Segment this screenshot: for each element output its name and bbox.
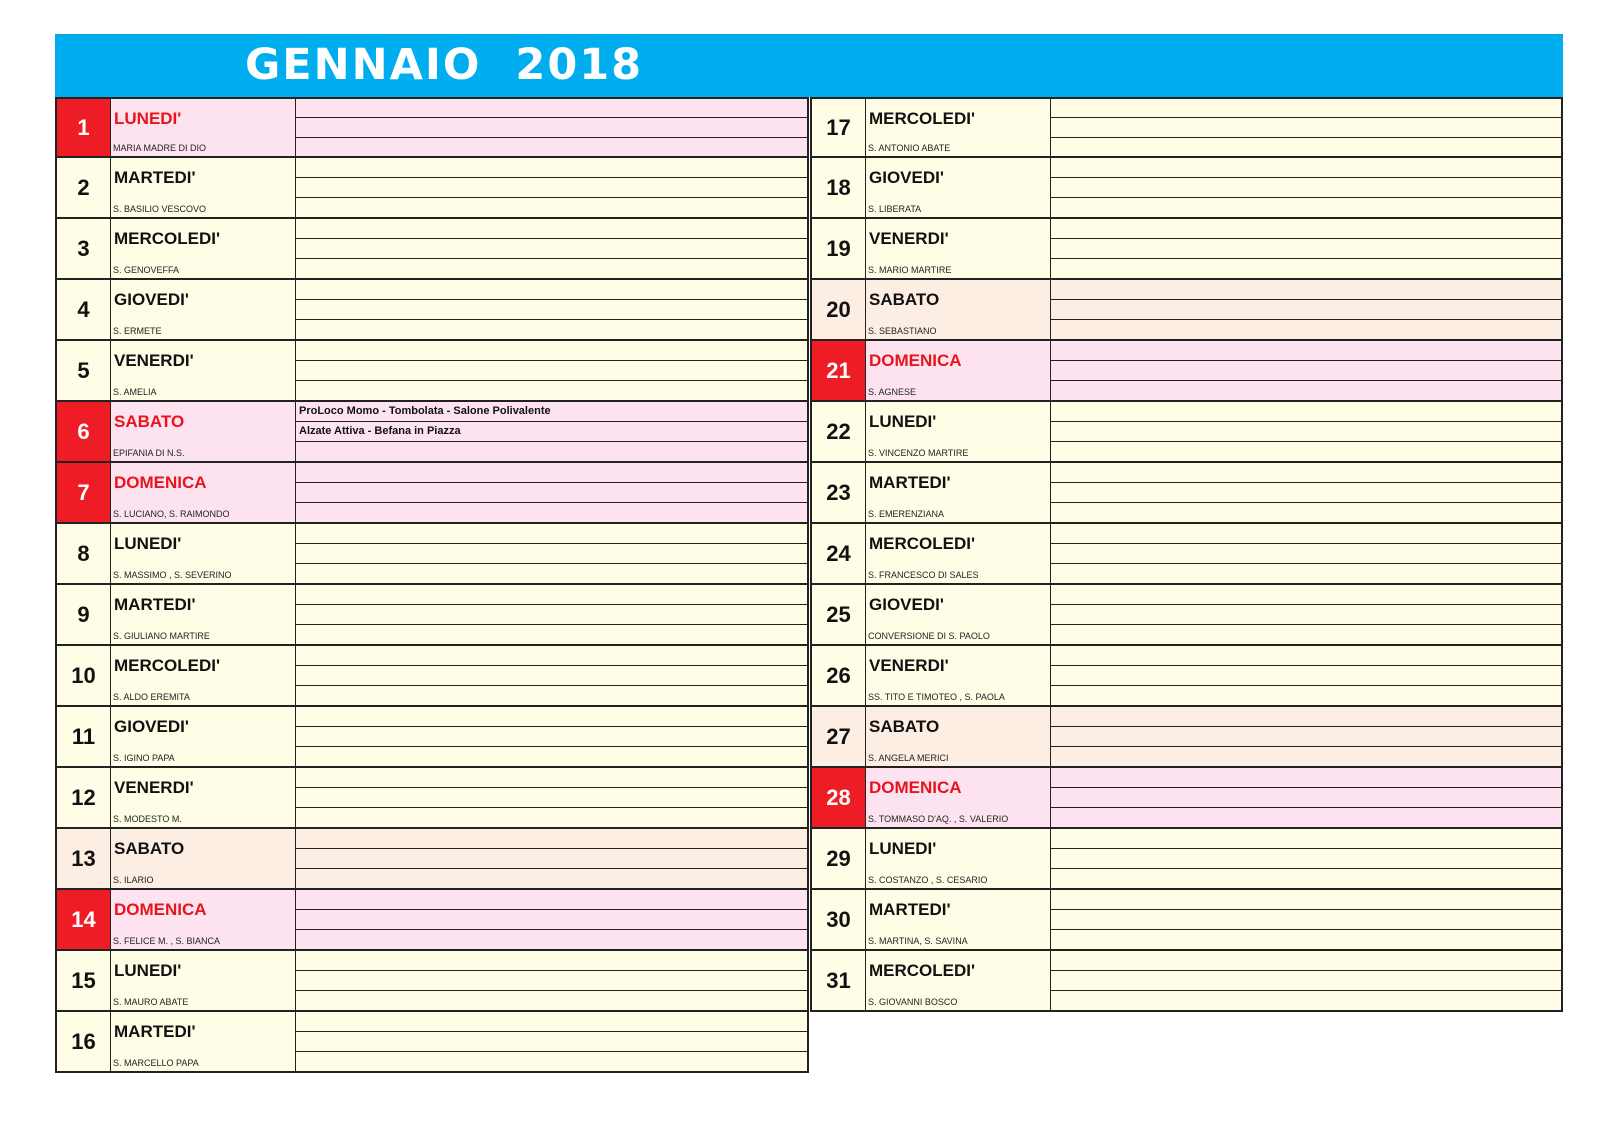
notes-area (1051, 524, 1561, 583)
notes-area (1051, 951, 1561, 1010)
saint-name: SS. TITO E TIMOTEO , S. PAOLA (868, 692, 1005, 702)
saint-name: S. ANGELA MERICI (868, 753, 949, 763)
day-number: 12 (57, 768, 111, 827)
calendar-column-left (55, 97, 809, 1073)
note-line[interactable] (296, 544, 807, 564)
note-line[interactable] (296, 930, 807, 949)
note-line[interactable] (1051, 442, 1561, 461)
note-line[interactable] (1051, 483, 1561, 503)
day-number: 17 (812, 99, 866, 156)
note-line[interactable] (296, 625, 807, 644)
day-number: 24 (812, 524, 866, 583)
notes-area (1051, 463, 1561, 522)
day-cell (111, 585, 296, 644)
note-line[interactable] (1051, 361, 1561, 381)
saint-name: S. MAURO ABATE (113, 997, 189, 1007)
day-name: MARTEDI' (114, 168, 196, 187)
saint-name: S. IGINO PAPA (113, 753, 175, 763)
day-row-23 (810, 463, 1563, 524)
day-number: 1 (57, 99, 111, 156)
day-cell (866, 829, 1051, 888)
note-line[interactable] (1051, 890, 1561, 910)
note-line[interactable] (296, 239, 807, 259)
saint-name: S. LUCIANO, S. RAIMONDO (113, 509, 230, 519)
note-line[interactable] (1051, 544, 1561, 564)
day-cell (111, 341, 296, 400)
day-cell (111, 890, 296, 949)
saint-name: S. BASILIO VESCOVO (113, 204, 207, 214)
note-line[interactable] (1051, 503, 1561, 522)
note-line[interactable] (296, 564, 807, 583)
day-row-19 (810, 219, 1563, 280)
saint-name: S. GIOVANNI BOSCO (868, 997, 958, 1007)
day-row-1 (55, 97, 809, 158)
day-cell (111, 402, 296, 461)
saint-name: S. EMERENZIANA (868, 509, 945, 519)
note-line[interactable] (296, 442, 807, 461)
day-number: 20 (812, 280, 866, 339)
note-line[interactable] (1051, 99, 1561, 118)
note-line[interactable] (1051, 605, 1561, 625)
notes-area (296, 219, 807, 278)
day-cell (111, 463, 296, 522)
day-number: 30 (812, 890, 866, 949)
note-line[interactable] (1051, 910, 1561, 930)
note-line[interactable] (296, 99, 807, 118)
day-cell (866, 768, 1051, 827)
day-name: SABATO (869, 717, 940, 736)
day-cell (866, 890, 1051, 949)
day-row-24 (810, 524, 1563, 585)
day-name: VENERDI' (114, 778, 194, 797)
note-line[interactable] (296, 524, 807, 544)
note-line[interactable] (296, 463, 807, 483)
day-row-9 (55, 585, 809, 646)
note-line[interactable] (296, 707, 807, 727)
day-name: LUNEDI' (114, 109, 182, 128)
notes-area (296, 158, 807, 217)
notes-area (1051, 402, 1561, 461)
day-row-15 (55, 951, 809, 1012)
note-line[interactable] (296, 341, 807, 361)
day-number: 23 (812, 463, 866, 522)
day-cell (111, 280, 296, 339)
day-number: 9 (57, 585, 111, 644)
note-line[interactable] (1051, 178, 1561, 198)
day-number: 29 (812, 829, 866, 888)
saint-name: S. MARTINA, S. SAVINA (868, 936, 968, 946)
day-name: SABATO (114, 412, 185, 431)
day-cell (111, 99, 296, 156)
day-name: DOMENICA (114, 900, 207, 919)
day-name: SABATO (869, 290, 940, 309)
notes-area (296, 890, 807, 949)
note-line[interactable] (296, 849, 807, 869)
day-number: 25 (812, 585, 866, 644)
day-cell (866, 463, 1051, 522)
day-row-5 (55, 341, 809, 402)
note-line[interactable] (1051, 666, 1561, 686)
day-name: DOMENICA (114, 473, 207, 492)
note-line[interactable] (296, 361, 807, 381)
day-cell (866, 280, 1051, 339)
saint-name: S. FELICE M. , S. BIANCA (113, 936, 221, 946)
saint-name: S. MODESTO M. (113, 814, 182, 824)
notes-area (296, 768, 807, 827)
saint-name: S. GENOVEFFA (113, 265, 180, 275)
day-name: MARTEDI' (869, 473, 951, 492)
day-number: 26 (812, 646, 866, 705)
note-line[interactable] (1051, 869, 1561, 888)
note-line[interactable] (1051, 259, 1561, 278)
saint-name: S. ALDO EREMITA (113, 692, 190, 702)
note-line[interactable] (1051, 707, 1561, 727)
saint-name: S. AGNESE (868, 387, 917, 397)
day-cell (866, 524, 1051, 583)
day-number: 4 (57, 280, 111, 339)
notes-area (296, 707, 807, 766)
day-number: 6 (57, 402, 111, 461)
day-row-28 (810, 768, 1563, 829)
notes-area (296, 524, 807, 583)
day-number: 5 (57, 341, 111, 400)
note-line[interactable]: ProLoco Momo - Tombolata - Salone Polivalente (296, 402, 807, 422)
day-name: MERCOLEDI' (114, 229, 221, 248)
saint-name: S. MASSIMO , S. SEVERINO (113, 570, 232, 580)
day-cell (866, 158, 1051, 217)
note-line[interactable] (1051, 686, 1561, 705)
day-row-11 (55, 707, 809, 768)
note-line[interactable] (296, 1052, 807, 1071)
note-line[interactable] (296, 910, 807, 930)
day-cell (866, 646, 1051, 705)
note-line[interactable] (1051, 991, 1561, 1010)
day-name: GIOVEDI' (869, 595, 944, 614)
day-number: 18 (812, 158, 866, 217)
notes-area (1051, 707, 1561, 766)
note-line[interactable] (296, 666, 807, 686)
note-line[interactable] (296, 605, 807, 625)
saint-name: CONVERSIONE DI S. PAOLO (868, 631, 990, 641)
day-row-10 (55, 646, 809, 707)
note-line[interactable] (1051, 300, 1561, 320)
note-line[interactable] (1051, 747, 1561, 766)
day-number: 31 (812, 951, 866, 1010)
saint-name: EPIFANIA DI N.S. (113, 448, 185, 458)
day-number: 28 (812, 768, 866, 827)
notes-area (296, 646, 807, 705)
saint-name: S. ANTONIO ABATE (868, 143, 951, 153)
day-cell (111, 829, 296, 888)
day-name: VENERDI' (869, 229, 949, 248)
notes-area (1051, 99, 1561, 156)
note-line[interactable] (1051, 158, 1561, 178)
day-name: LUNEDI' (869, 412, 937, 431)
notes-area (1051, 646, 1561, 705)
note-line[interactable] (1051, 422, 1561, 442)
day-name: SABATO (114, 839, 185, 858)
note-line[interactable] (1051, 768, 1561, 788)
note-line[interactable] (296, 788, 807, 808)
saint-name: S. TOMMASO D'AQ. , S. VALERIO (868, 814, 1009, 824)
note-line[interactable] (296, 829, 807, 849)
note-line[interactable] (1051, 788, 1561, 808)
note-line[interactable] (1051, 463, 1561, 483)
note-line[interactable] (296, 219, 807, 239)
day-row-7 (55, 463, 809, 524)
day-name: VENERDI' (114, 351, 194, 370)
day-name: LUNEDI' (869, 839, 937, 858)
note-line[interactable]: Alzate Attiva - Befana in Piazza (296, 422, 807, 442)
note-line[interactable] (1051, 646, 1561, 666)
note-line[interactable] (296, 483, 807, 503)
day-number: 22 (812, 402, 866, 461)
day-number: 7 (57, 463, 111, 522)
saint-name: S. MARCELLO PAPA (113, 1058, 199, 1068)
day-row-12 (55, 768, 809, 829)
notes-area (1051, 890, 1561, 949)
note-line[interactable] (296, 890, 807, 910)
day-name: GIOVEDI' (114, 717, 189, 736)
note-line[interactable] (1051, 849, 1561, 869)
day-cell (111, 951, 296, 1010)
day-number: 11 (57, 707, 111, 766)
day-row-30 (810, 890, 1563, 951)
day-number: 21 (812, 341, 866, 400)
day-name: MERCOLEDI' (869, 109, 976, 128)
day-number: 15 (57, 951, 111, 1010)
note-line[interactable] (296, 503, 807, 522)
day-cell (866, 219, 1051, 278)
day-row-21 (810, 341, 1563, 402)
note-line[interactable] (296, 869, 807, 888)
note-line[interactable] (1051, 829, 1561, 849)
day-number: 14 (57, 890, 111, 949)
day-cell (866, 341, 1051, 400)
saint-name: S. AMELIA (113, 387, 157, 397)
notes-area (1051, 829, 1561, 888)
day-row-16 (55, 1012, 809, 1073)
note-line[interactable] (1051, 585, 1561, 605)
note-line[interactable] (1051, 138, 1561, 156)
notes-area (296, 585, 807, 644)
day-number: 3 (57, 219, 111, 278)
month-title: GENNAIO 2018 (245, 40, 644, 90)
note-line[interactable] (296, 686, 807, 705)
note-line[interactable] (1051, 930, 1561, 949)
calendar-header (55, 34, 1563, 97)
day-number: 8 (57, 524, 111, 583)
day-row-2 (55, 158, 809, 219)
day-name: MERCOLEDI' (114, 656, 221, 675)
day-name: MERCOLEDI' (869, 534, 976, 553)
note-line[interactable] (1051, 381, 1561, 400)
note-line[interactable] (296, 280, 807, 300)
saint-name: S. ILARIO (113, 875, 154, 885)
note-line[interactable] (296, 178, 807, 198)
saint-name: S. LIBERATA (868, 204, 922, 214)
day-number: 2 (57, 158, 111, 217)
notes-area (1051, 219, 1561, 278)
notes-area (296, 402, 807, 461)
saint-name: S. COSTANZO , S. CESARIO (868, 875, 988, 885)
notes-area (296, 341, 807, 400)
day-cell (866, 951, 1051, 1010)
note-line[interactable] (296, 971, 807, 991)
day-cell (866, 585, 1051, 644)
note-line[interactable] (296, 727, 807, 747)
saint-name: S. ERMETE (113, 326, 162, 336)
day-number: 13 (57, 829, 111, 888)
day-row-13 (55, 829, 809, 890)
note-line[interactable] (296, 1012, 807, 1032)
note-line[interactable] (296, 300, 807, 320)
day-name: MARTEDI' (114, 595, 196, 614)
day-row-29 (810, 829, 1563, 890)
notes-area (1051, 341, 1561, 400)
day-row-4 (55, 280, 809, 341)
day-cell (111, 707, 296, 766)
notes-area (296, 280, 807, 339)
note-line[interactable] (1051, 219, 1561, 239)
day-cell (111, 646, 296, 705)
day-name: LUNEDI' (114, 961, 182, 980)
day-name: MERCOLEDI' (869, 961, 976, 980)
note-line[interactable] (1051, 625, 1561, 644)
notes-area (296, 463, 807, 522)
note-line[interactable] (296, 991, 807, 1010)
note-line[interactable] (1051, 198, 1561, 217)
note-line[interactable] (1051, 564, 1561, 583)
saint-name: S. SEBASTIANO (868, 326, 937, 336)
note-line[interactable] (1051, 727, 1561, 747)
day-name: MARTEDI' (114, 1022, 196, 1041)
notes-area (296, 829, 807, 888)
saint-name: S. FRANCESCO DI SALES (868, 570, 979, 580)
day-cell (866, 707, 1051, 766)
notes-area (1051, 280, 1561, 339)
day-row-8 (55, 524, 809, 585)
note-line[interactable] (1051, 320, 1561, 339)
day-row-6 (55, 402, 809, 463)
note-line[interactable] (296, 646, 807, 666)
day-name: LUNEDI' (114, 534, 182, 553)
note-line[interactable] (1051, 951, 1561, 971)
day-cell (111, 158, 296, 217)
day-name: MARTEDI' (869, 900, 951, 919)
note-line[interactable] (296, 158, 807, 178)
saint-name: S. GIULIANO MARTIRE (113, 631, 210, 641)
note-line[interactable] (1051, 118, 1561, 137)
day-cell (111, 768, 296, 827)
note-line[interactable] (296, 198, 807, 217)
note-line[interactable] (296, 118, 807, 137)
day-name: DOMENICA (869, 351, 962, 370)
day-row-31 (810, 951, 1563, 1012)
calendar-column-right (810, 97, 1563, 1012)
note-line[interactable] (296, 808, 807, 827)
day-cell (111, 219, 296, 278)
day-row-20 (810, 280, 1563, 341)
notes-area (1051, 158, 1561, 217)
notes-area (1051, 768, 1561, 827)
note-line[interactable] (1051, 971, 1561, 991)
note-line[interactable] (296, 768, 807, 788)
day-row-3 (55, 219, 809, 280)
saint-name: MARIA MADRE DI DIO (113, 143, 207, 153)
notes-area (296, 1012, 807, 1071)
day-row-26 (810, 646, 1563, 707)
day-cell (866, 402, 1051, 461)
day-cell (111, 1012, 296, 1071)
day-cell (866, 99, 1051, 156)
note-line[interactable] (296, 138, 807, 156)
note-line[interactable] (1051, 341, 1561, 361)
day-number: 10 (57, 646, 111, 705)
day-number: 19 (812, 219, 866, 278)
note-line[interactable] (1051, 280, 1561, 300)
day-name: GIOVEDI' (114, 290, 189, 309)
note-line[interactable] (296, 747, 807, 766)
note-line[interactable] (296, 381, 807, 400)
note-line[interactable] (296, 951, 807, 971)
note-line[interactable] (1051, 239, 1561, 259)
notes-area (296, 951, 807, 1010)
day-row-14 (55, 890, 809, 951)
notes-area (1051, 585, 1561, 644)
note-line[interactable] (1051, 402, 1561, 422)
saint-name: S. VINCENZO MARTIRE (868, 448, 969, 458)
note-line[interactable] (296, 259, 807, 278)
day-cell (111, 524, 296, 583)
note-line[interactable] (296, 1032, 807, 1052)
day-row-22 (810, 402, 1563, 463)
saint-name: S. MARIO MARTIRE (868, 265, 952, 275)
day-name: VENERDI' (869, 656, 949, 675)
day-name: DOMENICA (869, 778, 962, 797)
day-row-25 (810, 585, 1563, 646)
day-row-18 (810, 158, 1563, 219)
day-number: 16 (57, 1012, 111, 1071)
note-line[interactable] (1051, 808, 1561, 827)
note-line[interactable] (296, 585, 807, 605)
day-row-27 (810, 707, 1563, 768)
note-line[interactable] (296, 320, 807, 339)
day-row-17 (810, 97, 1563, 158)
notes-area (296, 99, 807, 156)
note-line[interactable] (1051, 524, 1561, 544)
day-number: 27 (812, 707, 866, 766)
day-name: GIOVEDI' (869, 168, 944, 187)
